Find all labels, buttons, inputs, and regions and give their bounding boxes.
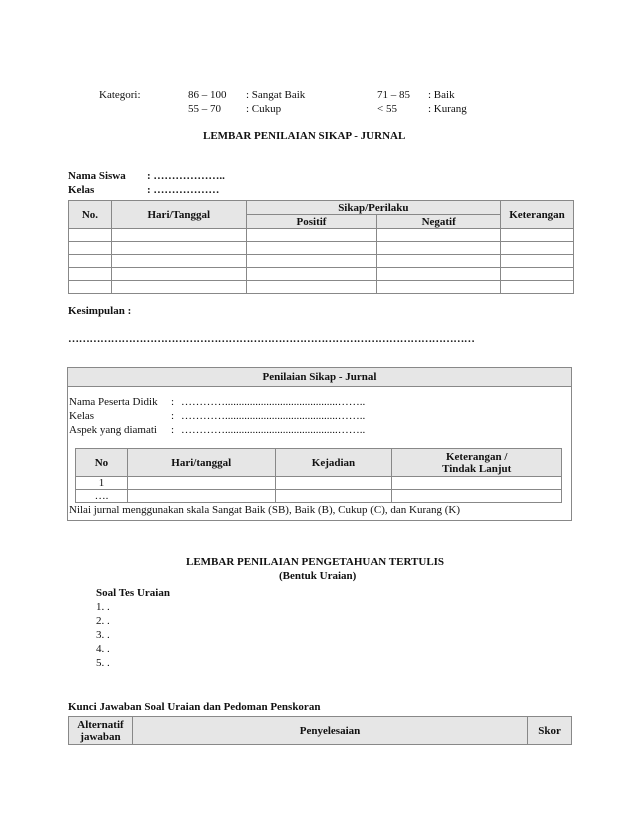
nama-siswa-label: Nama Siswa <box>68 170 126 182</box>
sikap-table <box>68 200 574 294</box>
row-no: …. <box>76 490 128 503</box>
pengetahuan-subtitle: (Bentuk Uraian) <box>279 570 357 582</box>
col-sikap-perilaku: Sikap/Perilaku <box>246 201 500 215</box>
jurnal-title: LEMBAR PENILAIAN SIKAP - JURNAL <box>203 130 406 142</box>
kelas-field: : ……………… <box>147 184 220 196</box>
table-row <box>69 281 574 294</box>
colon: : <box>171 396 175 408</box>
col-hari-tanggal: Hari/Tanggal <box>111 201 246 229</box>
col-penyelesaian: Penyelesaian <box>132 717 527 745</box>
table-row <box>76 490 562 503</box>
kategori-range: 86 – 100 <box>188 89 227 101</box>
kunci-table <box>68 716 572 745</box>
col-no: No. <box>69 201 112 229</box>
table-row <box>69 242 574 255</box>
pengetahuan-title: LEMBAR PENILAIAN PENGETAHUAN TERTULIS <box>186 556 445 568</box>
kelas-label: Kelas <box>68 184 95 196</box>
kategori-range: 71 – 85 <box>377 89 410 101</box>
col-keterangan: Keterangan <box>501 201 574 229</box>
kategori-desc: : Sangat Baik <box>246 89 306 101</box>
col-negatif: Negatif <box>377 215 501 229</box>
kesimpulan-label: Kesimpulan : <box>68 305 132 317</box>
col-keterangan-tindak-lanjut <box>392 449 562 477</box>
peserta-field: ………….........................................…….. <box>181 396 366 408</box>
soal-item: 5. . <box>96 657 110 669</box>
row-no: 1 <box>76 477 128 490</box>
col-alternatif-jawaban <box>69 717 133 745</box>
col-kejadian: Kejadian <box>275 449 392 477</box>
colon: : <box>171 424 175 436</box>
table-row <box>69 229 574 242</box>
kelas-label: Kelas <box>69 410 95 422</box>
skala-note: Nilai jurnal menggunakan skala Sangat Baik (SB), Baik (B), Cukup (C), dan Kurang (K) <box>69 504 461 516</box>
soal-heading: Soal Tes Uraian <box>96 587 170 599</box>
col-skor: Skor <box>528 717 572 745</box>
colon: : <box>171 410 175 422</box>
col-keterangan-line1: Keterangan / <box>445 450 508 463</box>
table-row <box>69 268 574 281</box>
soal-item: 3. . <box>96 629 110 641</box>
soal-item: 2. . <box>96 615 110 627</box>
kategori-desc: : Kurang <box>428 103 467 115</box>
table-row <box>76 477 562 490</box>
box-title: Penilaian Sikap - Jurnal <box>68 368 571 387</box>
soal-item: 4. . <box>96 643 110 655</box>
kategori-range: < 55 <box>377 103 397 115</box>
table-row <box>69 255 574 268</box>
aspek-field: ………….........................................…….. <box>181 424 366 436</box>
kategori-label: Kategori: <box>99 89 141 101</box>
col-positif: Positif <box>246 215 377 229</box>
kategori-range: 55 – 70 <box>188 103 221 115</box>
col-alternatif-line1: Alternatif <box>77 718 124 731</box>
peserta-label: Nama Peserta Didik <box>69 396 158 408</box>
kategori-desc: : Cukup <box>246 103 282 115</box>
col-keterangan-line2: Tindak Lanjut <box>442 462 512 475</box>
col-hari-tanggal: Hari/tanggal <box>127 449 275 477</box>
col-alternatif-line2: jawaban <box>80 730 121 743</box>
kunci-heading: Kunci Jawaban Soal Uraian dan Pedoman Penskoran <box>68 701 321 713</box>
kesimpulan-dots: …………………………………………………………………………………………………… <box>68 333 475 345</box>
soal-item: 1. . <box>96 601 110 613</box>
nama-siswa-field: : ……………….. <box>147 170 225 182</box>
jurnal-table <box>75 448 562 503</box>
kelas-field: ………….........................................…….. <box>181 410 366 422</box>
col-no: No <box>76 449 128 477</box>
kategori-desc: : Baik <box>428 89 455 101</box>
aspek-label: Aspek yang diamati <box>69 424 157 436</box>
